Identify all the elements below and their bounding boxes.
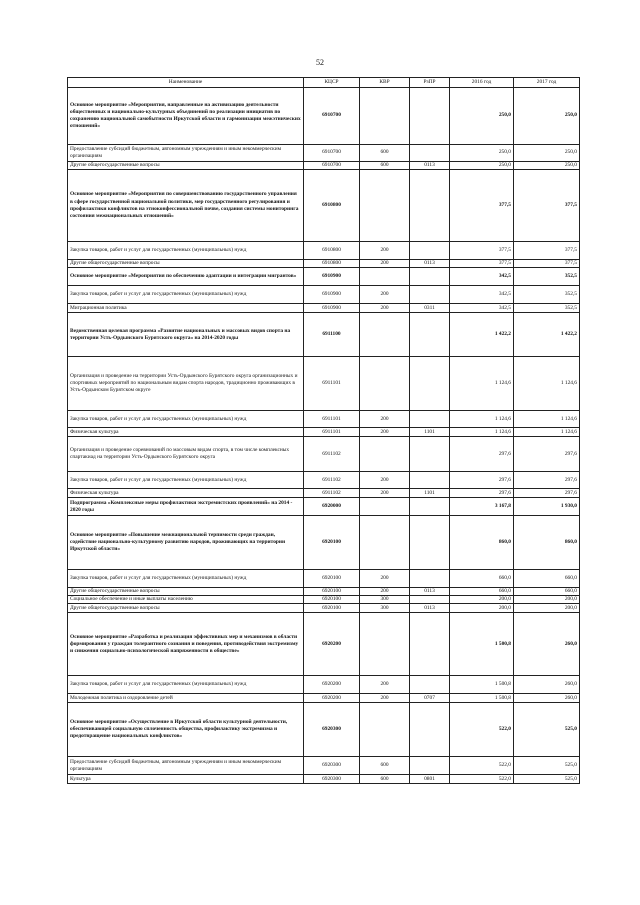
table-row [68,596,580,604]
row-kcsr: 6920300 [304,703,360,757]
row-kcsr: 6920100 [304,570,360,588]
table-row [68,570,580,588]
row-kcsr: 6920200 [304,613,360,676]
row-kvr: 600 [360,145,410,162]
row-kvr: 200 [360,286,410,304]
row-name: Основное мероприятие «Повышение межнациональной терпимости среди граждан, содействие национально-культурному развитию народов, проживающих на территории Иркутской области» [68,516,304,570]
row-2016: 660,0 [450,588,514,596]
row-2016: 377,5 [450,242,514,260]
table-header-row [68,78,580,88]
table-row [68,428,580,437]
row-rzpr [410,516,450,570]
row-2016: 660,0 [450,570,514,588]
row-name: Культура [68,775,304,784]
row-kcsr: 6920100 [304,596,360,604]
row-rzpr: 0113 [410,588,450,596]
row-2017: 1 422,2 [514,313,580,357]
row-name: Предоставление субсидий бюджетным, автономным учреждениям и иным некоммерческим организациям [68,757,304,775]
row-2017: 352,5 [514,304,580,313]
row-2016: 342,5 [450,268,514,286]
row-name: Организация и проведение соревнований по массовым видам спорта, в том числе комплексных спартакиад на территории Усть-Ордынского Бурятского округа [68,437,304,472]
row-kvr: 200 [360,428,410,437]
row-name: Закупка товаров, работ и услуг для государственных (муниципальных) нужд [68,411,304,428]
row-rzpr [410,472,450,489]
col-header-kvr: КВР [360,78,410,88]
row-2016: 297,6 [450,489,514,498]
row-kcsr: 6920000 [304,498,360,516]
row-2017: 1 124,6 [514,357,580,411]
row-2017: 260,0 [514,694,580,703]
row-2017: 525,0 [514,703,580,757]
row-name: Другие общегосударственные вопросы [68,260,304,268]
table-row [68,676,580,694]
row-kcsr: 6920200 [304,676,360,694]
row-2016: 250,0 [450,145,514,162]
row-rzpr [410,676,450,694]
row-kcsr: 6910800 [304,260,360,268]
row-kvr: 600 [360,162,410,170]
row-kcsr: 6910800 [304,170,360,242]
row-kcsr: 6911101 [304,428,360,437]
table-row [68,516,580,570]
row-kvr: 200 [360,472,410,489]
row-kvr [360,170,410,242]
row-2016: 342,5 [450,286,514,304]
row-rzpr [410,170,450,242]
table-row [68,286,580,304]
table-row [68,437,580,472]
row-2016: 377,5 [450,260,514,268]
row-rzpr [410,88,450,145]
row-rzpr: 0311 [410,304,450,313]
table-row [68,604,580,613]
row-2016: 1 500,8 [450,676,514,694]
row-rzpr: 0707 [410,694,450,703]
row-2016: 297,6 [450,437,514,472]
table-body [68,88,580,784]
row-2017: 250,0 [514,88,580,145]
row-name: Закупка товаров, работ и услуг для государственных (муниципальных) нужд [68,286,304,304]
row-2016: 250,0 [450,162,514,170]
row-kcsr: 6911102 [304,472,360,489]
row-name: Основное мероприятие «Мероприятия, направленные на активизацию деятельности общественных и национально-культурных объединений по реализации инициатив по сохранению национальной самобытности Иркутской области и гармонизации межэтнических отношений» [68,88,304,145]
col-header-kcsr: КЦСР [304,78,360,88]
table-row [68,694,580,703]
row-2017: 1 124,6 [514,411,580,428]
row-kcsr: 6910900 [304,268,360,286]
row-2016: 1 500,8 [450,694,514,703]
table-row [68,304,580,313]
row-2016: 342,5 [450,304,514,313]
row-2016: 1 124,6 [450,428,514,437]
col-header-2017: 2017 год [514,78,580,88]
row-2016: 200,0 [450,596,514,604]
row-name: Основное мероприятие «Мероприятия по обеспечению адаптации и интеграции мигрантов» [68,268,304,286]
budget-table [67,77,580,784]
row-2016: 522,0 [450,757,514,775]
table-row [68,411,580,428]
row-name: Другие общегосударственные вопросы [68,604,304,613]
row-2016: 250,0 [450,88,514,145]
row-name: Молодежная политика и оздоровление детей [68,694,304,703]
row-kcsr: 6910700 [304,162,360,170]
row-2017: 377,5 [514,242,580,260]
row-kcsr: 6920200 [304,694,360,703]
row-rzpr: 0801 [410,775,450,784]
row-kvr [360,703,410,757]
row-kvr [360,516,410,570]
row-name: Основное мероприятие «Мероприятия по совершенствованию государственного управления в сфере государственной национальной политики, мер государственного регулирования и профилактики конфликтов на этноконфессиональной почве, создания системы мониторинга состояния межнациональных отношений» [68,170,304,242]
row-rzpr [410,286,450,304]
row-2016: 1 124,6 [450,357,514,411]
row-2016: 522,0 [450,703,514,757]
table-row [68,498,580,516]
row-kcsr: 6910800 [304,242,360,260]
row-kvr [360,437,410,472]
row-name: Социальное обеспечение и иные выплаты населению [68,596,304,604]
row-2017: 250,0 [514,162,580,170]
table-row [68,472,580,489]
row-rzpr [410,145,450,162]
table-row [68,242,580,260]
row-name: Ведомственная целевая программа «Развитие национальных и массовых видов спорта на территории Усть-Ордынского Бурятского округа» на 2014-2020 годы [68,313,304,357]
row-rzpr: 0113 [410,162,450,170]
row-rzpr [410,242,450,260]
row-rzpr [410,570,450,588]
row-2017: 352,5 [514,268,580,286]
row-kvr [360,613,410,676]
table-row [68,313,580,357]
row-name: Закупка товаров, работ и услуг для государственных (муниципальных) нужд [68,570,304,588]
row-2016: 1 124,6 [450,411,514,428]
row-kvr: 200 [360,588,410,596]
row-rzpr [410,703,450,757]
row-2017: 297,6 [514,489,580,498]
row-2017: 297,6 [514,437,580,472]
row-2017: 200,0 [514,604,580,613]
row-name: Физическая культура [68,428,304,437]
row-kcsr: 6911101 [304,357,360,411]
row-rzpr: 0113 [410,260,450,268]
row-2017: 1 124,6 [514,428,580,437]
row-rzpr [410,596,450,604]
row-name: Предоставление субсидий бюджетным, автономным учреждениям и иным некоммерческим организациям [68,145,304,162]
row-kcsr: 6910700 [304,88,360,145]
row-2016: 1 422,2 [450,313,514,357]
row-rzpr [410,757,450,775]
row-2017: 525,0 [514,775,580,784]
row-2017: 352,5 [514,286,580,304]
row-2016: 1 500,8 [450,613,514,676]
row-kcsr: 6911102 [304,489,360,498]
row-2017: 200,0 [514,596,580,604]
row-rzpr [410,498,450,516]
row-2017: 297,6 [514,472,580,489]
row-name: Закупка товаров, работ и услуг для государственных (муниципальных) нужд [68,472,304,489]
col-header-name: Наименование [68,78,304,88]
row-2017: 250,0 [514,145,580,162]
row-kvr: 200 [360,260,410,268]
row-kcsr: 6911102 [304,437,360,472]
row-2016: 3 167,8 [450,498,514,516]
row-kvr: 200 [360,570,410,588]
row-kcsr: 6910900 [304,286,360,304]
row-name: Основное мероприятие «Осуществление в Иркутской области культурной деятельности, обеспечивающей социальную сплоченность общества, профилактику экстремизма и предотвращение национальных конфликтов» [68,703,304,757]
row-kvr: 300 [360,604,410,613]
row-2017: 377,5 [514,260,580,268]
row-name: Физическая культура [68,489,304,498]
row-kvr [360,498,410,516]
row-2016: 200,0 [450,604,514,613]
row-kcsr: 6920100 [304,516,360,570]
row-rzpr [410,268,450,286]
row-rzpr [410,411,450,428]
row-name: Другие общегосударственные вопросы [68,588,304,596]
row-name: Организация и проведение на территории Усть-Ордынского Бурятского округа организационных и спортивных мероприятий по национальным видам спорта народов, традиционно проживающих в Усть-Ордынском Бурятском округе [68,357,304,411]
table-row [68,145,580,162]
row-kvr [360,268,410,286]
row-rzpr [410,613,450,676]
table-row [68,162,580,170]
row-name: Закупка товаров, работ и услуг для государственных (муниципальных) нужд [68,676,304,694]
table-row [68,260,580,268]
row-2017: 260,0 [514,613,580,676]
row-2016: 860,0 [450,516,514,570]
row-kvr: 200 [360,676,410,694]
row-kvr: 600 [360,775,410,784]
table-row [68,268,580,286]
row-2016: 522,0 [450,775,514,784]
row-2017: 525,0 [514,757,580,775]
table-row [68,703,580,757]
row-kvr [360,313,410,357]
row-2017: 860,0 [514,516,580,570]
row-kcsr: 6920100 [304,588,360,596]
row-2016: 377,5 [450,170,514,242]
table-row [68,775,580,784]
row-2017: 260,0 [514,676,580,694]
row-name: Другие общегосударственные вопросы [68,162,304,170]
row-name: Закупка товаров, работ и услуг для государственных (муниципальных) нужд [68,242,304,260]
row-kcsr: 6920100 [304,604,360,613]
row-kvr: 200 [360,411,410,428]
row-kvr: 200 [360,242,410,260]
row-rzpr: 0113 [410,604,450,613]
row-kvr: 300 [360,596,410,604]
row-kvr [360,88,410,145]
table-row [68,88,580,145]
row-kcsr: 6911100 [304,313,360,357]
row-rzpr [410,313,450,357]
row-kvr: 200 [360,489,410,498]
row-kvr: 200 [360,304,410,313]
table-row [68,170,580,242]
row-rzpr [410,437,450,472]
row-name: Основное мероприятие «Разработка и реализация эффективных мер и механизмов в области формирования у граждан толерантного сознания и поведения, противодействия экстремизму и снижения социально-психологической напряженности в обществе» [68,613,304,676]
row-2017: 1 930,0 [514,498,580,516]
row-kcsr: 6920300 [304,757,360,775]
row-2017: 660,0 [514,570,580,588]
row-2017: 660,0 [514,588,580,596]
row-kcsr: 6910700 [304,145,360,162]
col-header-rzpr: РзПР [410,78,450,88]
table-row [68,588,580,596]
row-kcsr: 6911101 [304,411,360,428]
page-number: 52 [316,58,324,67]
col-header-2016: 2016 год [450,78,514,88]
row-2017: 377,5 [514,170,580,242]
row-kvr [360,357,410,411]
row-kcsr: 6910900 [304,304,360,313]
row-2016: 297,6 [450,472,514,489]
table-row [68,613,580,676]
row-kvr: 600 [360,757,410,775]
row-rzpr: 1101 [410,428,450,437]
row-rzpr [410,357,450,411]
row-name: Миграционная политика [68,304,304,313]
table-row [68,757,580,775]
table-row [68,357,580,411]
row-rzpr: 1101 [410,489,450,498]
row-name: Подпрограмма «Комплексные меры профилактики экстремистских проявлений» на 2014 - 2020 годы [68,498,304,516]
row-kcsr: 6920300 [304,775,360,784]
table-row [68,489,580,498]
row-kvr: 200 [360,694,410,703]
